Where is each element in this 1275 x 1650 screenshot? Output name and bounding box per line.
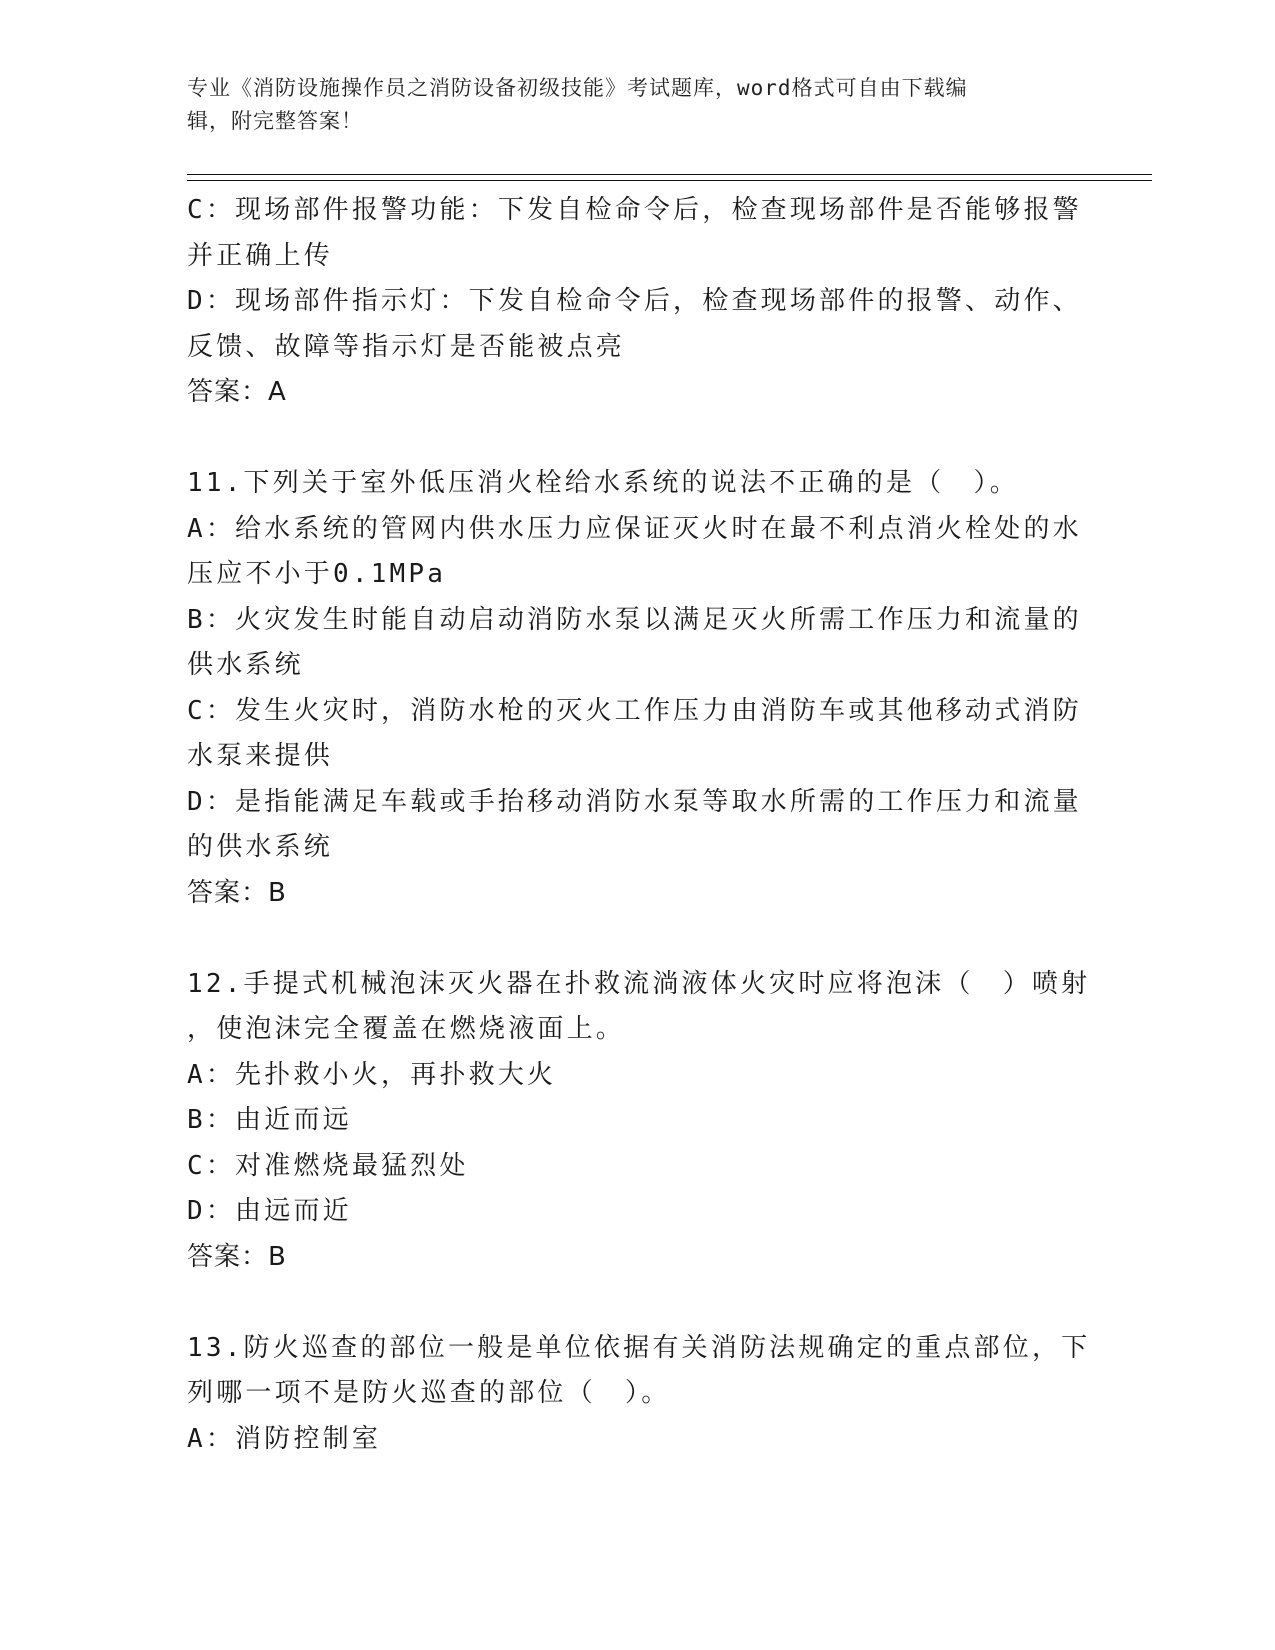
spacer (187, 416, 1087, 462)
question-13 (187, 1326, 1091, 1463)
q13-stem-line-2: 列哪一项不是防火巡查的部位（ ）。 (187, 1378, 671, 1408)
q12-option-a: A：先扑救小火，再扑救大火 (187, 1059, 557, 1090)
question-12 (187, 962, 1091, 1281)
q11-option-a-line-1: A：给水系统的管网内供水压力应保证灭火时在最不利点消火栓处的水 (187, 513, 1082, 544)
q11-option-a-line-2: 压应不小于0.1MPa (187, 559, 447, 589)
q11-option-c-line-1: C：发生火灾时，消防水枪的灭火工作压力由消防车或其他移动式消防 (187, 695, 1082, 726)
q11-option-d-line-2: 的供水系统 (187, 832, 334, 862)
q11-stem: 11.下列关于室外低压消火栓给水系统的说法不正确的是（ ）。 (187, 468, 1019, 498)
q10-answer: 答案：A (187, 377, 287, 407)
header-divider-top (187, 174, 1152, 175)
q13-option-a: A：消防控制室 (187, 1423, 382, 1454)
header-divider-bottom (187, 180, 1152, 181)
spacer (187, 1280, 1087, 1326)
header-line-1: 专业《消防设施操作员之消防设备初级技能》考试题库，word格式可自由下载编 (187, 76, 968, 100)
question-10-tail (187, 188, 1087, 416)
header-line-2: 辑，附完整答案！ (187, 109, 363, 133)
document-header (187, 72, 1087, 138)
q13-stem-line-1: 13.防火巡查的部位一般是单位依据有关消防法规确定的重点部位，下 (187, 1332, 1091, 1363)
q11-option-b-line-1: B：火灾发生时能自动启动消防水泵以满足灭火所需工作压力和流量的 (187, 604, 1082, 635)
q12-stem-line-2: ，使泡沫完全覆盖在燃烧液面上。 (187, 1014, 626, 1044)
question-content (187, 188, 1091, 1462)
question-11 (187, 461, 1087, 916)
q12-option-d: D：由远而近 (187, 1196, 352, 1226)
q11-option-d-line-1: D：是指能满足车载或手抬移动消防水泵等取水所需的工作压力和流量 (187, 786, 1082, 817)
q12-stem-line-1: 12.手提式机械泡沫灭火器在扑救流淌液体火灾时应将泡沫（ ）喷射 (187, 968, 1091, 999)
q12-answer: 答案：B (187, 1241, 287, 1272)
q11-option-c-line-2: 水泵来提供 (187, 741, 334, 771)
q10-option-d-line-2: 反馈、故障等指示灯是否能被点亮 (187, 331, 626, 362)
q12-option-c: C：对准燃烧最猛烈处 (187, 1150, 469, 1181)
q10-option-c-line-2: 并正确上传 (187, 240, 334, 271)
q10-option-c-line-1: C：现场部件报警功能：下发自检命令后，检查现场部件是否能够报警 (187, 195, 1082, 225)
q10-option-d-line-1: D：现场部件指示灯：下发自检命令后，检查现场部件的报警、动作、 (187, 286, 1082, 316)
q11-answer: 答案：B (187, 877, 287, 908)
q11-option-b-line-2: 供水系统 (187, 650, 304, 680)
spacer (187, 916, 1087, 962)
q12-option-b: B：由近而远 (187, 1105, 352, 1135)
